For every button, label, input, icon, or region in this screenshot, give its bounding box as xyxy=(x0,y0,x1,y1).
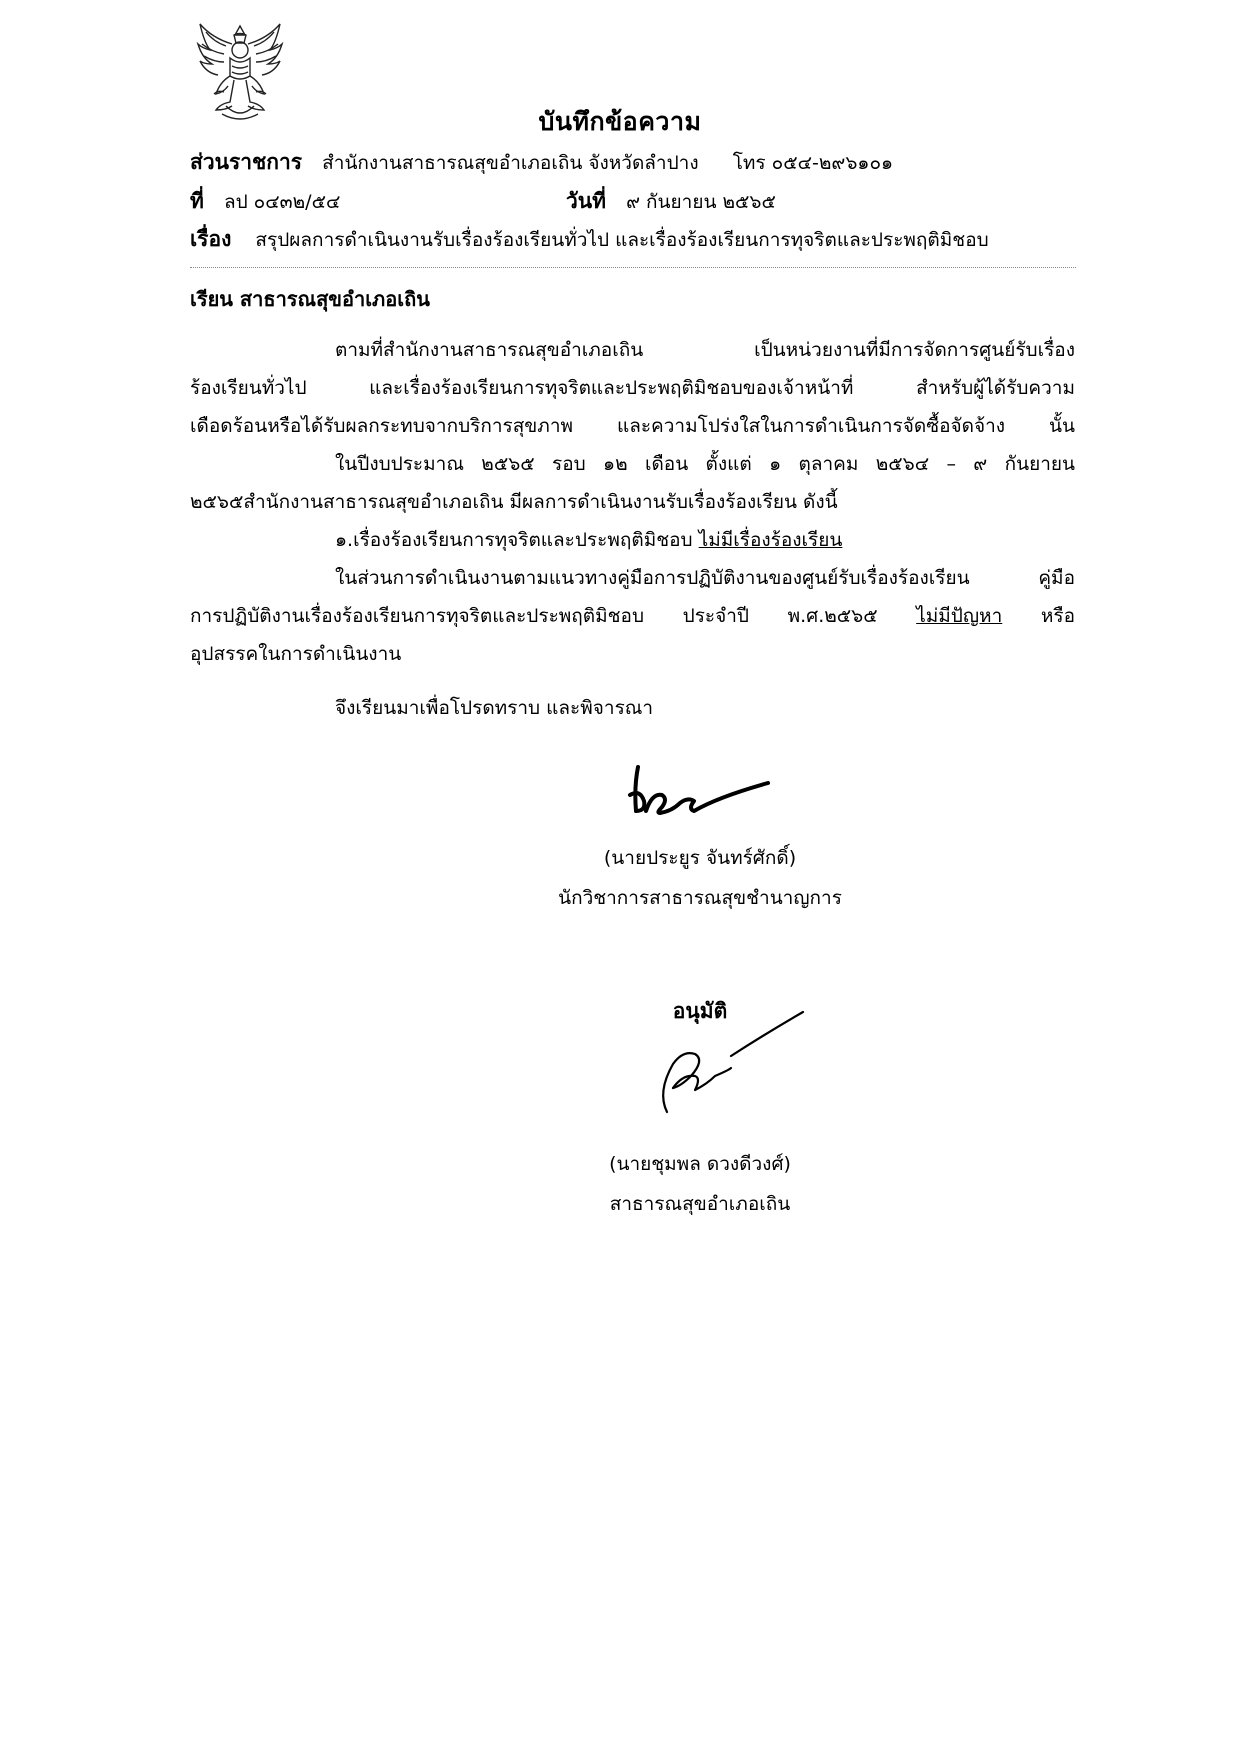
paragraph-2-line-2: ๒๕๖๕สำนักงานสาธารณสุขอำเภอเถิน มีผลการดำเนินงานรับเรื่องร้องเรียน ดังนี้ xyxy=(190,491,838,513)
salutation: เรียน สาธารณสุขอำเภอเถิน xyxy=(190,287,430,311)
paragraph-3-no-problem: ไม่มีปัญหา xyxy=(916,605,1003,627)
item-1-result: ไม่มีเรื่องร้องเรียน xyxy=(698,529,843,551)
department-value: สำนักงานสาธารณสุขอำเภอเถิน จังหวัดลำปาง xyxy=(322,152,699,174)
department-label: ส่วนราชการ xyxy=(190,150,303,174)
phone-number: โทร ๐๕๔-๒๙๖๑๐๑ xyxy=(732,152,894,174)
paragraph-2-line-1: ในปีงบประมาณ ๒๕๖๕ รอบ ๑๒ เดือน ตั้งแต่ ๑ ตุลาคม ๒๕๖๔ – ๙ กันยายน xyxy=(335,453,1075,475)
date-value: ๙ กันยายน ๒๕๖๕ xyxy=(626,191,776,213)
closing-line: จึงเรียนมาเพื่อโปรดทราบ และพิจารณา xyxy=(335,697,654,719)
paragraph-1-line-1: ตามที่สำนักงานสาธารณสุขอำเภอเถิน เป็นหน่วยงานที่มีการจัดการศูนย์รับเรื่อง xyxy=(335,339,1075,361)
date-row xyxy=(566,186,776,216)
subject-row xyxy=(190,224,989,254)
signer-1-position: นักวิชาการสาธารณสุขชำนาญการ xyxy=(558,887,842,909)
paragraph-3-line-3: อุปสรรคในการดำเนินงาน xyxy=(190,643,402,665)
reference-label: ที่ xyxy=(190,189,204,213)
approval-label: อนุมัติ xyxy=(672,999,728,1023)
memo-title: บันทึกข้อความ xyxy=(538,107,702,136)
reference-value: ลป ๐๔๓๒/๕๔ xyxy=(223,191,341,213)
paragraph-3-line-2 xyxy=(190,600,1075,632)
subject-label: เรื่อง xyxy=(190,227,232,251)
subject-value: สรุปผลการดำเนินงานรับเรื่องร้องเรียนทั่วไป และเรื่องร้องเรียนการทุจริตและประพฤติมิชอบ xyxy=(255,229,989,251)
date-label: วันที่ xyxy=(566,189,606,213)
garuda-emblem xyxy=(194,22,286,124)
paragraph-3-line-1: ในส่วนการดำเนินงานตามแนวทางคู่มือการปฏิบัติงานของศูนย์รับเรื่องร้องเรียน คู่มือ xyxy=(335,567,1075,589)
paragraph-1-line-3: เดือดร้อนหรือได้รับผลกระทบจากบริการสุขภาพ และความโปร่งใสในการดำเนินการจัดซื้อจัดจ้าง นั้น xyxy=(190,415,1075,437)
reference-row xyxy=(190,186,340,216)
paragraph-3-text-b: หรือ xyxy=(1002,605,1075,627)
signature-1 xyxy=(620,755,780,825)
approver-position: สาธารณสุขอำเภอเถิน xyxy=(609,1193,791,1215)
signature-2 xyxy=(645,1010,820,1125)
approver-name: (นายชุมพล ดวงดีวงศ์) xyxy=(609,1153,791,1175)
signer-1-name: (นายประยูร จันทร์ศักดิ์) xyxy=(603,847,797,869)
header-divider xyxy=(190,267,1076,268)
paragraph-3-text-a: การปฏิบัติงานเรื่องร้องเรียนการทุจริตและประพฤติมิชอบ ประจำปี พ.ศ.๒๕๖๕ xyxy=(190,605,917,627)
paragraph-1-line-2: ร้องเรียนทั่วไป และเรื่องร้องเรียนการทุจริตและประพฤติมิชอบของเจ้าหน้าที่ สำหรับผู้ได้รับความ xyxy=(190,377,1075,399)
item-1-text: ๑.เรื่องร้องเรียนการทุจริตและประพฤติมิชอบ xyxy=(335,529,699,551)
item-1 xyxy=(335,524,842,556)
department-row xyxy=(190,147,893,177)
